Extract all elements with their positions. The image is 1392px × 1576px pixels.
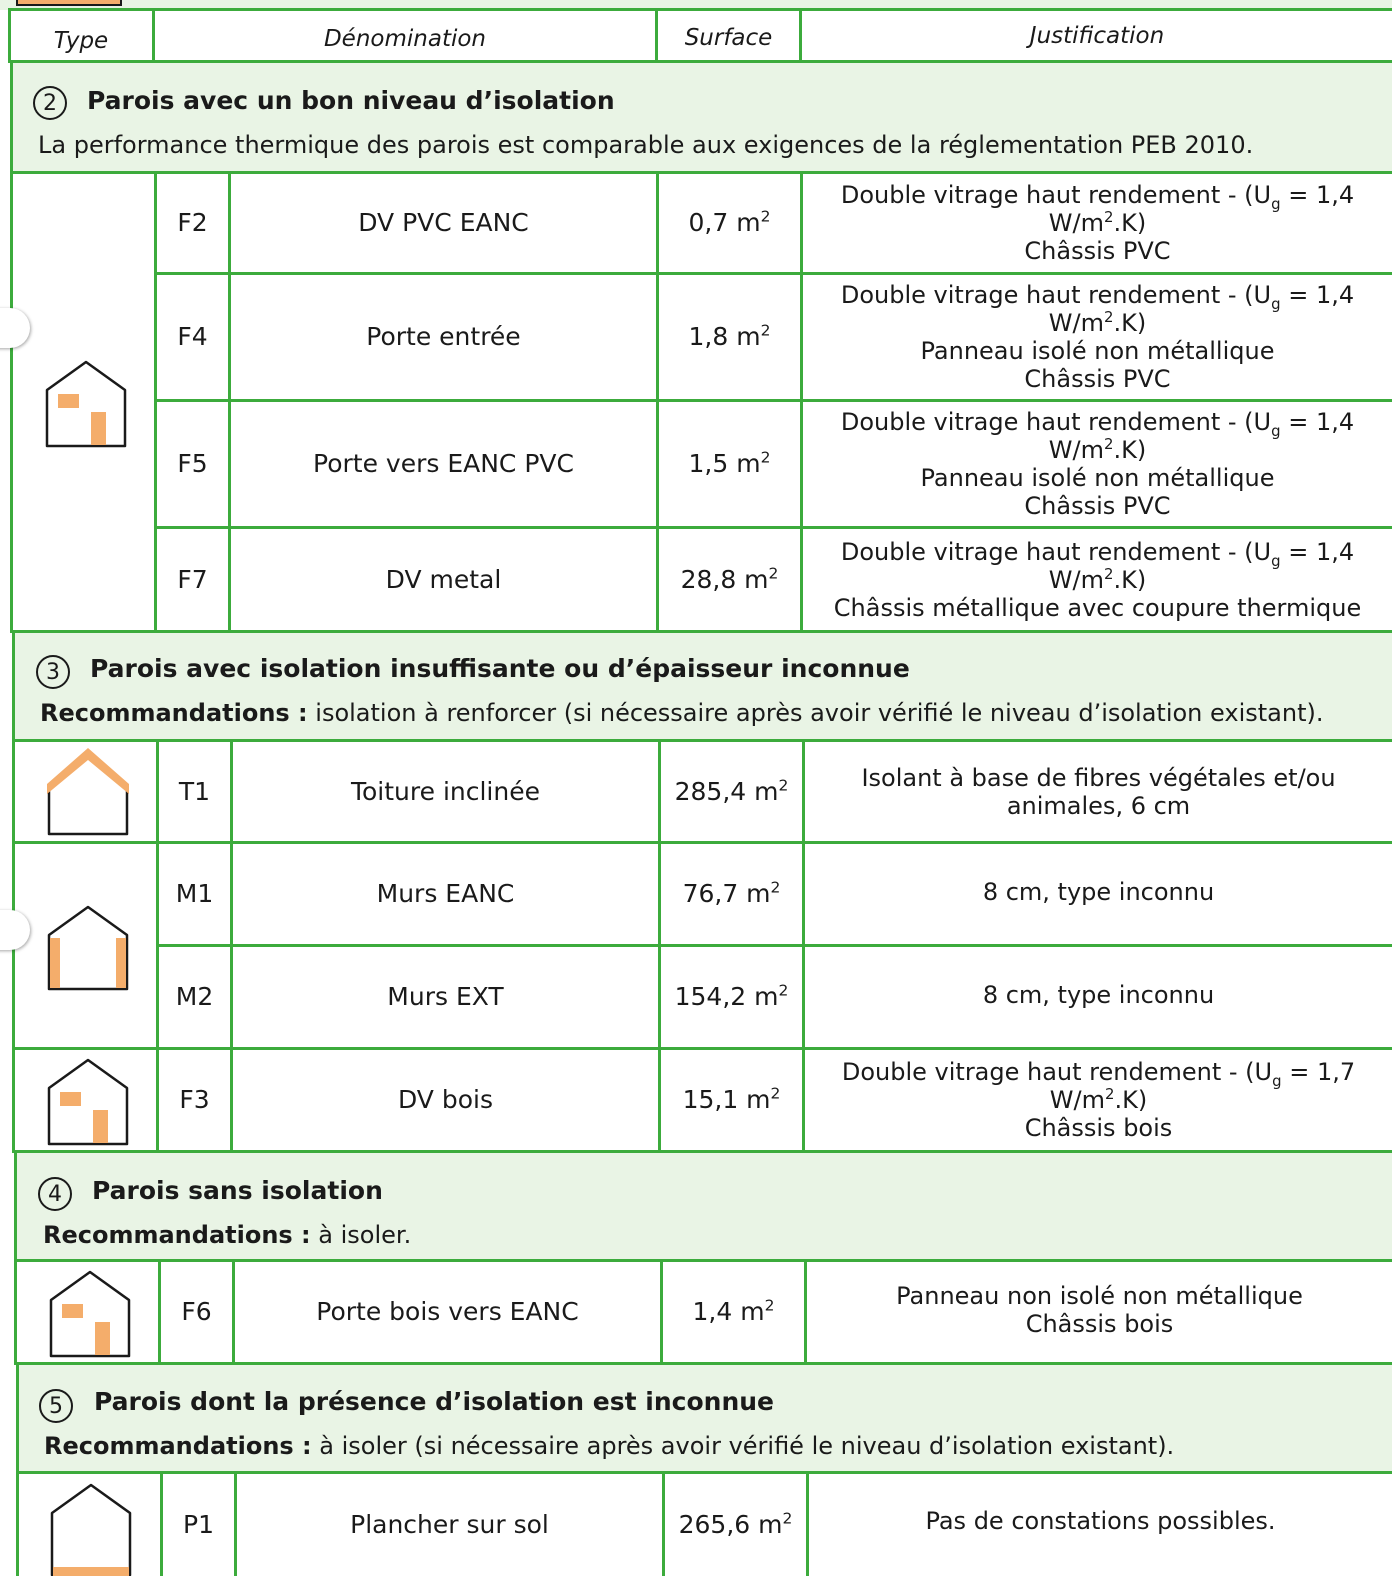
row-name-F6: Porte bois vers EANC <box>316 1297 579 1326</box>
row-code-F4: F4 <box>177 322 208 351</box>
row-justification-F3: Double vitrage haut rendement - ($U_g = 1,7$ $W/m^2.K$) Châssis bois <box>841 1058 1356 1142</box>
section-2-text: La performance thermique des parois est comparable aux exigences de la réglementation PEB 2010. <box>38 131 1254 159</box>
row-name-F2: DV PVC EANC <box>358 208 529 237</box>
row-surface-T1: 285,4 $m^2$ <box>674 776 789 806</box>
row-code-F7: F7 <box>177 564 208 594</box>
row-surface-M2: 154,2 $m^2$ <box>674 981 789 1011</box>
punch-hole <box>0 910 30 950</box>
row-name-M2: Murs EXT <box>387 982 504 1011</box>
house-window-door-icon <box>47 1058 129 1148</box>
house-window-door-icon <box>49 1270 131 1360</box>
row-justification-F7: Double vitrage haut rendement - ($U_g = 1,4$ $W/m^2.K$) Châssis métallique avec coupure thermique <box>833 537 1362 622</box>
row-code-F3: F3 <box>179 1085 210 1114</box>
row-surface-F3: 15,1 $m^2$ <box>682 1084 781 1114</box>
house-floor-insulation-icon <box>50 1483 132 1576</box>
row-code-F5: F5 <box>177 449 208 478</box>
header-surface: Surface <box>684 25 773 51</box>
row-surface-P1: 265,6 $m^2$ <box>678 1509 793 1539</box>
house-roof-insulation-icon <box>47 748 129 838</box>
row-code-T1: T1 <box>178 776 211 806</box>
header-justification: Justification <box>1029 23 1165 49</box>
punch-hole <box>0 308 30 348</box>
row-justification-M1: 8 cm, type inconnu <box>982 877 1215 906</box>
row-name-F4: Porte entrée <box>366 322 521 351</box>
row-code-F6: F6 <box>181 1297 212 1326</box>
row-justification-F2: Double vitrage haut rendement - ($U_g = 1,4$ $W/m^2.K$) Châssis PVC <box>840 181 1355 265</box>
row-code-M2: M2 <box>175 982 214 1011</box>
section-3-recommendation: Recommandations : isolation à renforcer (si nécessaire après avoir vérifié le niveau d’isolation existant). <box>40 699 1324 727</box>
row-name-T1: Toiture inclinée <box>350 776 540 806</box>
row-justification-M2: 8 cm, type inconnu <box>982 980 1215 1009</box>
row-name-F7: DV metal <box>385 564 502 594</box>
row-name-F5: Porte vers EANC PVC <box>313 449 574 478</box>
row-code-P1: P1 <box>183 1510 214 1539</box>
row-name-P1: Plancher sur sol <box>350 1510 549 1539</box>
house-wall-insulation-icon <box>47 905 129 993</box>
section-4-recommendation: Recommandations : à isoler. <box>43 1221 412 1249</box>
section-4-number: 4 <box>38 1177 72 1211</box>
top-orange-tab <box>16 0 122 6</box>
row-surface-F6: 1,4 $m^2$ <box>692 1296 775 1326</box>
row-surface-M1: 76,7 $m^2$ <box>682 878 781 908</box>
row-code-M1: M1 <box>175 879 214 908</box>
header-type: Type <box>53 28 109 54</box>
header-denomination: Dénomination <box>323 26 487 52</box>
row-name-F3: DV bois <box>398 1085 493 1114</box>
row-justification-P1: Pas de constations possibles. <box>925 1507 1276 1535</box>
section-5-number: 5 <box>39 1389 73 1423</box>
house-window-door-icon <box>45 360 127 450</box>
section-5-recommendation: Recommandations : à isoler (si nécessaire après avoir vérifié le niveau d’isolation existant). <box>44 1432 1175 1460</box>
row-justification-F6: Panneau non isolé non métallique Châssis bois <box>896 1281 1303 1338</box>
row-surface-F2: 0,7 $m^2$ <box>688 207 771 237</box>
row-justification-T1: Isolant à base de fibres végétales et/ou animales, 6 cm <box>861 763 1336 820</box>
row-code-F2: F2 <box>177 208 208 237</box>
section-5-title: Parois dont la présence d’isolation est inconnue <box>94 1387 774 1416</box>
row-justification-F5: Double vitrage haut rendement - ($U_g = 1,4$ $W/m^2.K$) Panneau isolé non métallique Châssis PVC <box>840 408 1355 520</box>
row-surface-F4: 1,8 $m^2$ <box>688 321 771 351</box>
section-3-number: 3 <box>36 655 70 689</box>
row-surface-F5: 1,5 $m^2$ <box>688 448 771 478</box>
section-4-title: Parois sans isolation <box>92 1176 383 1205</box>
row-name-M1: Murs EANC <box>376 879 515 908</box>
row-surface-F7: 28,8 $m^2$ <box>680 564 779 594</box>
section-3-title: Parois avec isolation insuffisante ou d’épaisseur inconnue <box>90 654 910 683</box>
row-justification-F4: Double vitrage haut rendement - ($U_g = 1,4$ $W/m^2.K$) Panneau isolé non métallique Châssis PVC <box>840 281 1355 393</box>
section-2-number: 2 <box>33 86 67 120</box>
section-2-title: Parois avec un bon niveau d’isolation <box>87 86 615 115</box>
